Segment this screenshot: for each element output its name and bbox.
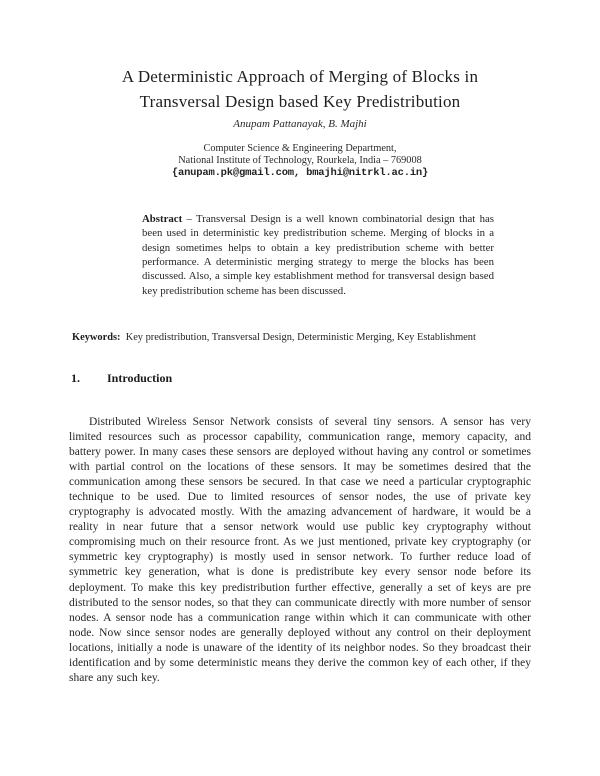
introduction-paragraph: Distributed Wireless Sensor Network consists of several tiny sensors. A sensor has very limited resources such as processor capability, communication range, memory capacity, and battery power. In many cases these sensors are deployed without having any control or sometimes with partial control on the locations of these sensors. It may be sometimes desired that the communication among these sensors be secured. In that case we need a particular cryptographic technique to be used. Due to limited resources of sensor nodes, the use of private key cryptography is advocated mostly. With the amazing advancement of hardware, it would be a reality in near future that a sensor network would use public key cryptography without compromising much on their resource front. As we just mentioned, private key cryptography (or symmetric key cryptography) is mostly used in sensor network. To further reduce load of symmetric key generation, what is done is predistribute key every sensor node before its deployment. To make this key predistribution further effective, generally a set of keys are pre distributed to the sensor nodes, so that they can communicate directly with more number of sensor nodes. A sensor node has a communication range within which it can communicate with other node. Now since sensor nodes are generally deployed without any control on their deployment locations, initially a node is unaware of the identity of its neighbor nodes. So they broadcast their identification and by some deterministic means they derive the common key of each other, if they share any such key. [69, 415, 531, 685]
keywords-text: Key predistribution, Transversal Design, Deterministic Merging, Key Establishment [125, 332, 476, 344]
affiliation-department: Computer Science & Engineering Department, [203, 143, 397, 154]
paper-title-line2: Transversal Design based Key Predistribution [139, 92, 461, 111]
affiliation-block [0, 143, 600, 167]
section-number: 1. [71, 371, 80, 385]
affiliation-institute: National Institute of Technology, Rourkela, India – 769008 [178, 155, 422, 166]
abstract-label: Abstract [142, 212, 183, 225]
keywords-label: Keywords: [72, 332, 121, 344]
abstract-block [142, 212, 494, 298]
paper-title [0, 64, 600, 114]
section-heading-introduction [71, 371, 172, 386]
keywords-line [72, 332, 562, 343]
authors-line: Anupam Pattanayak, B. Majhi [233, 118, 367, 130]
paper-title-line1: A Deterministic Approach of Merging of Blocks in [121, 67, 479, 86]
author-emails: {anupam.pk@gmail.com, bmajhi@nitrkl.ac.in} [171, 167, 429, 179]
section-title: Introduction [107, 371, 173, 385]
abstract-text: – Transversal Design is a well known combinatorial design that has been used in deterministic key predistribution scheme. Merging of blocks in a design sometimes helps to obtain a key predistribution scheme with better performance. A deterministic merging strategy to merge the blocks has been discussed. Also, a simple key establishment method for transversal design based key predistribution scheme has been discussed. [142, 212, 494, 297]
